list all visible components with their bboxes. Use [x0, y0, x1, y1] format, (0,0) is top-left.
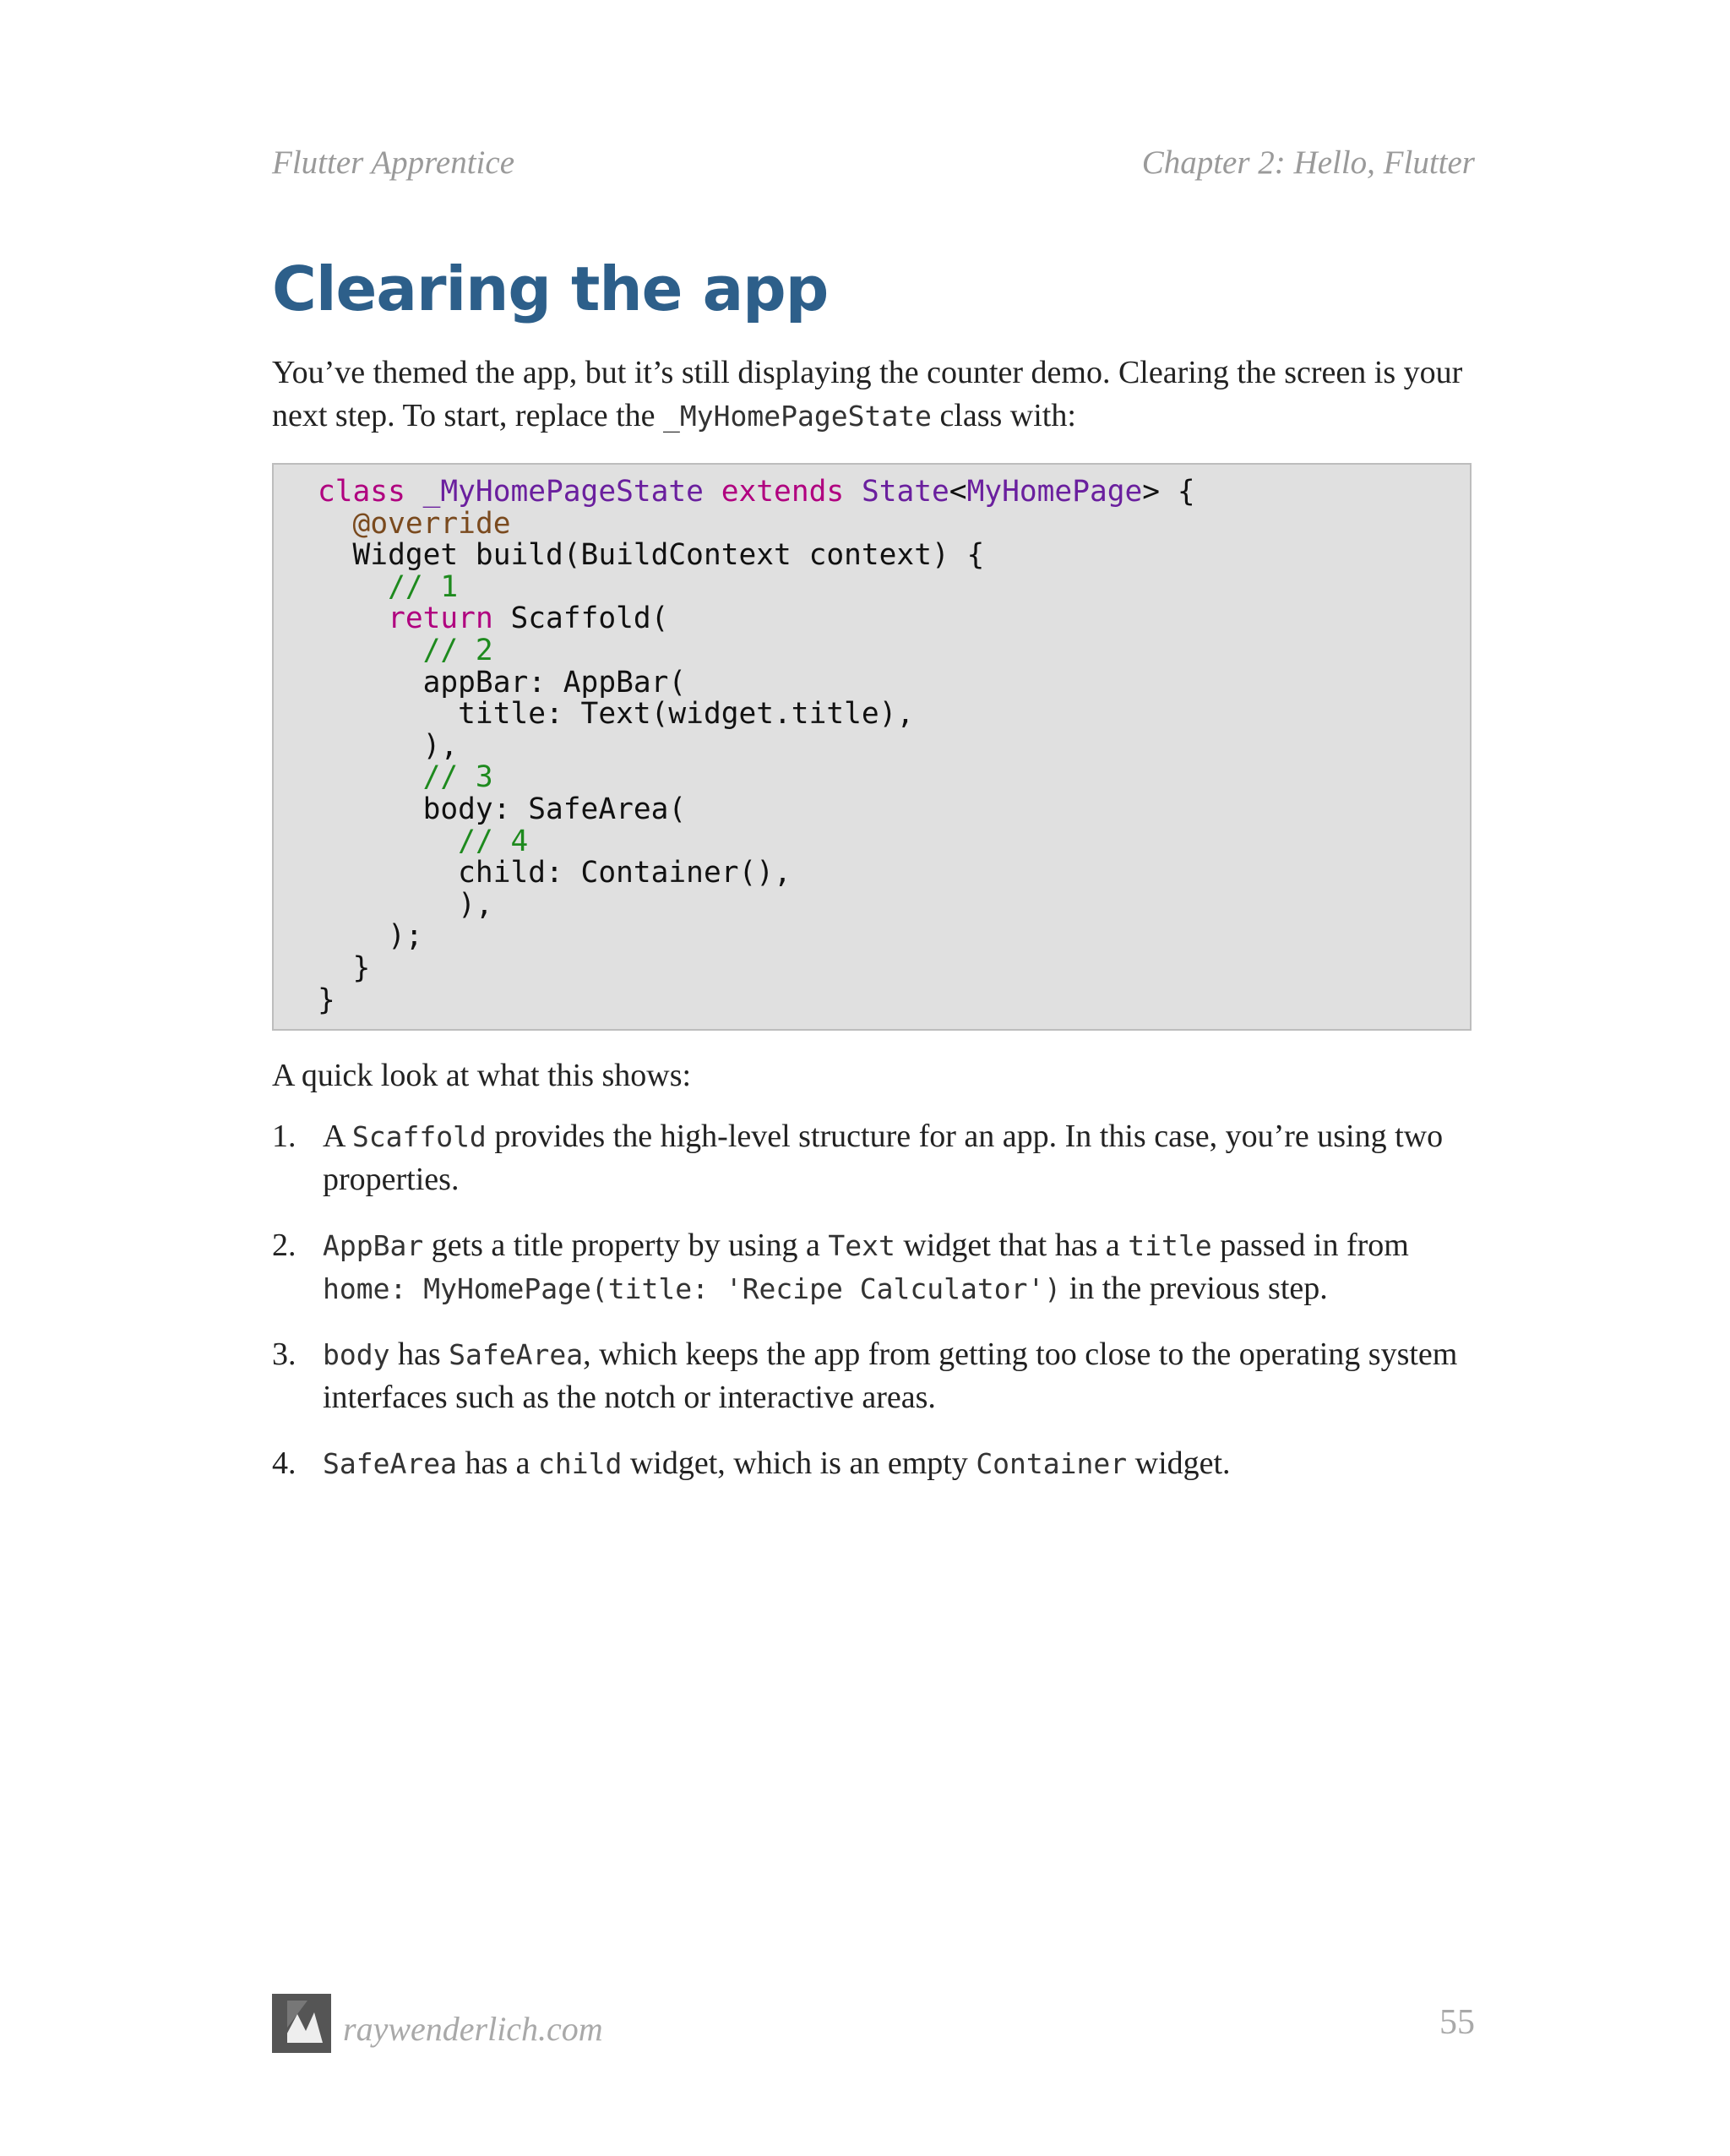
- list-item-text: has a: [456, 1446, 538, 1481]
- list-item-number: 4.: [272, 1446, 296, 1481]
- code-line: [318, 825, 528, 858]
- code-line: [318, 507, 510, 541]
- book-title: Flutter Apprentice: [272, 144, 515, 181]
- raywenderlich-logo-icon: [272, 1994, 331, 2053]
- code-token: _MyHomePageState: [422, 475, 704, 509]
- code-token: appBar: AppBar(: [318, 665, 687, 700]
- list-item-number: 1.: [272, 1119, 296, 1154]
- code-token: );: [318, 919, 423, 954]
- inline-code: child: [537, 1447, 623, 1480]
- code-token: [318, 507, 353, 541]
- code-token: ),: [318, 728, 459, 763]
- list-item-text: passed in from: [1211, 1228, 1409, 1263]
- list-item-text: widget.: [1127, 1446, 1231, 1481]
- page-number: 55: [1439, 2003, 1475, 2042]
- code-block: [272, 463, 1472, 1031]
- code-line: [318, 666, 686, 700]
- code-token: [704, 475, 721, 509]
- code-token: extends: [721, 475, 845, 509]
- code-token: MyHomePage: [966, 475, 1143, 509]
- inline-code: SafeArea: [323, 1447, 457, 1480]
- code-token: }: [318, 950, 371, 985]
- code-token: // 2: [422, 633, 493, 667]
- code-token: @override: [352, 506, 511, 541]
- code-token: [318, 760, 423, 794]
- code-token: return: [388, 602, 493, 636]
- list-item: [272, 1333, 1475, 1419]
- code-line: [318, 634, 493, 667]
- intro-paragraph: [272, 351, 1475, 438]
- code-token: // 1: [388, 569, 459, 604]
- code-line: [318, 538, 984, 572]
- code-token: }: [318, 983, 335, 1017]
- code-line: [318, 475, 1195, 509]
- inline-code: title: [1128, 1229, 1212, 1262]
- code-line: [318, 602, 668, 635]
- intro-code: _MyHomePageState: [663, 400, 932, 433]
- list-item-text: , which keeps the app from getting too close to the operating system interfaces such as the notch or interactive areas.: [323, 1337, 1458, 1415]
- inline-code: SafeArea: [449, 1338, 584, 1371]
- code-line: [318, 951, 370, 985]
- list-item-text: gets a title property by using a: [423, 1228, 829, 1263]
- code-line: [318, 760, 493, 794]
- intro-text-1: You’ve themed the app, but it’s still displaying the counter demo. Clearing the screen is your next step. To start, replace the: [272, 355, 1463, 433]
- intro-text-2: class with:: [931, 398, 1076, 433]
- list-item-number: 3.: [272, 1337, 296, 1372]
- code-token: [844, 475, 862, 509]
- code-line: [318, 919, 423, 953]
- summary-intro: A quick look at what this shows:: [272, 1058, 692, 1093]
- code-token: > {: [1142, 475, 1195, 509]
- code-token: [318, 634, 423, 667]
- code-token: Scaffold(: [492, 602, 669, 636]
- code-line: [318, 570, 458, 604]
- code-token: [318, 602, 388, 635]
- chapter-title: Chapter 2: Hello, Flutter: [1141, 144, 1475, 181]
- running-header: [272, 144, 1475, 186]
- code-line: [318, 792, 686, 826]
- code-line: [318, 729, 458, 763]
- inline-code: home: MyHomePage(title: 'Recipe Calculator'): [323, 1272, 1062, 1305]
- code-token: <: [949, 475, 967, 509]
- list-item: [272, 1442, 1475, 1485]
- list-item-text: widget, which is an empty: [622, 1446, 977, 1481]
- list-item-text: provides the high-level structure for an app. In this case, you’re using two properties.: [323, 1119, 1444, 1197]
- code-token: body: SafeArea(: [318, 792, 687, 826]
- inline-code: body: [323, 1338, 390, 1371]
- code-token: // 4: [458, 824, 529, 858]
- code-token: ),: [318, 887, 493, 922]
- list-item-text: A: [323, 1119, 352, 1154]
- inline-code: Scaffold: [351, 1120, 487, 1153]
- page-footer: [272, 1994, 1475, 2061]
- code-line: [318, 983, 335, 1017]
- code-token: child: Container(),: [318, 856, 792, 890]
- list-item-number: 2.: [272, 1228, 296, 1263]
- code-token: class: [318, 475, 423, 509]
- code-line: [318, 888, 493, 922]
- explanation-list: [272, 1115, 1475, 1508]
- code-line: [318, 697, 914, 731]
- list-item: [272, 1224, 1475, 1310]
- site-name: raywenderlich.com: [343, 2010, 603, 2048]
- code-token: Widget build(BuildContext context) {: [318, 538, 985, 573]
- code-token: title: Text(widget.title),: [318, 697, 915, 732]
- inline-code: AppBar: [323, 1229, 424, 1262]
- inline-code: Text: [828, 1229, 895, 1262]
- code-token: // 3: [422, 760, 493, 795]
- list-item-text: widget that has a: [895, 1228, 1129, 1263]
- list-item: [272, 1115, 1475, 1201]
- code-listing: [318, 476, 1195, 1016]
- list-item-text: has: [389, 1337, 449, 1372]
- code-token: [318, 825, 458, 858]
- inline-code: Container: [976, 1447, 1128, 1480]
- code-token: [318, 570, 388, 604]
- list-item-text: in the previous step.: [1061, 1271, 1328, 1306]
- code-token: State: [861, 475, 949, 509]
- code-line: [318, 856, 792, 890]
- section-title: Clearing the app: [272, 253, 829, 324]
